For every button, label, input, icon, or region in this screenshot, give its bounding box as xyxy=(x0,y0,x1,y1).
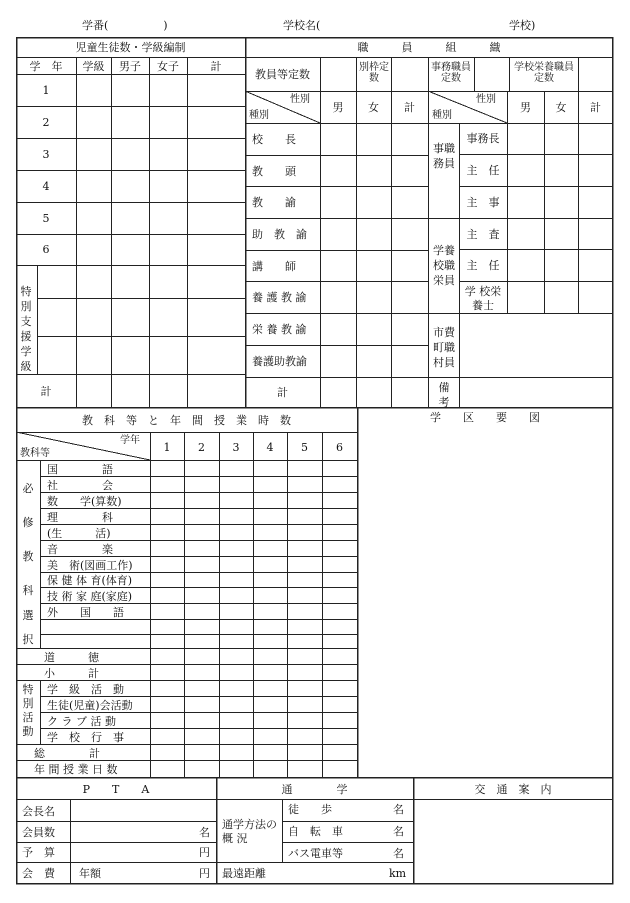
female-col-left: 女 xyxy=(368,101,379,114)
grade-3: 3 xyxy=(42,148,50,161)
staff-title: 職 員 組 織 xyxy=(357,41,501,54)
subject-grade-1: 1 xyxy=(163,441,171,454)
col-grade: 学 年 xyxy=(29,60,63,73)
gender-label-right: 性別 xyxy=(476,94,496,105)
nutrition-role-inspector: 主 査 xyxy=(466,228,500,241)
pta-members-unit: 名 xyxy=(199,826,210,839)
teacher-quota-label: 教員等定数 xyxy=(255,68,310,81)
clerk-role-staff: 主 事 xyxy=(466,196,500,209)
district-map-title: 学 区 要 図 xyxy=(430,411,540,424)
grade-4: 4 xyxy=(42,180,50,193)
staff-total-label: 計 xyxy=(277,386,288,399)
clerk-group-label: 事職務員 xyxy=(433,142,455,170)
subject-tech-home: 技 術 家 庭(家庭) xyxy=(47,590,133,603)
role-assistant-nurse: 養護助教諭 xyxy=(252,355,307,368)
students-title: 児童生徒数・学級編制 xyxy=(75,41,186,54)
subject-pe: 保 健 体 育(体育) xyxy=(47,574,133,587)
commute-method-label: 通学方法の 概 況 xyxy=(222,818,277,845)
traffic-guide-title: 交 通 案 内 xyxy=(474,783,552,796)
pta-budget-label: 予 算 xyxy=(22,846,55,859)
role-nutrition-teacher: 栄 養 教 諭 xyxy=(252,323,307,336)
municipal-staff-label: 市費町職村員 xyxy=(433,326,455,369)
role-principal: 校 長 xyxy=(252,133,296,146)
special-activities-label: 特別活動 xyxy=(22,683,34,738)
commute-bicycle-unit: 名 xyxy=(393,825,404,838)
pta-members-label: 会員数 xyxy=(22,826,55,839)
subject-life: (生 活) xyxy=(47,527,111,540)
nutrition-group-label: 学養校職栄員 xyxy=(433,244,455,287)
school-name-label: 学校名( xyxy=(283,19,321,32)
commute-bus-unit: 名 xyxy=(393,847,404,860)
elective-label: 選択 xyxy=(22,609,34,646)
subject-music: 音 楽 xyxy=(47,543,113,556)
moral-label: 道 徳 xyxy=(44,651,99,664)
commute-bus-train: バス電車等 xyxy=(288,847,343,860)
grade-2: 2 xyxy=(42,116,50,129)
subject-grade-5: 5 xyxy=(301,441,308,454)
school-name-suffix: 学校) xyxy=(509,19,536,32)
subject-foreign-lang: 外 国 語 xyxy=(47,606,124,619)
pta-fee-annual: 年額 xyxy=(79,867,101,880)
commute-walk: 徒 歩 xyxy=(288,803,332,816)
max-distance-label: 最遠距離 xyxy=(222,867,266,880)
col-girls: 女子 xyxy=(157,60,179,73)
nutrition-role-supervisor: 主 任 xyxy=(466,259,500,272)
act-class: 学 級 活 動 xyxy=(47,683,124,696)
subject-science: 理 科 xyxy=(47,511,113,524)
role-vice-principal: 教 頭 xyxy=(252,165,296,178)
subject-math: 数 学(算数) xyxy=(47,495,122,508)
commute-walk-unit: 名 xyxy=(393,803,404,816)
pta-president-label: 会長名 xyxy=(22,805,55,818)
commute-bicycle: 自 転 車 xyxy=(288,825,343,838)
male-col-left: 男 xyxy=(332,101,344,114)
subject-japanese: 国 語 xyxy=(47,463,113,476)
gender-label-left: 性別 xyxy=(290,94,310,105)
subjects-title: 教 科 等 と 年 間 授 業 時 数 xyxy=(82,414,291,427)
subject-header-label: 教科等 xyxy=(20,448,50,459)
role-lecturer: 講 師 xyxy=(252,260,296,273)
grade-6: 6 xyxy=(42,243,50,256)
female-col-right: 女 xyxy=(555,101,567,114)
pta-fee-unit: 円 xyxy=(199,867,210,880)
grade-5: 5 xyxy=(42,212,50,225)
nutrition-quota-label: 学校栄養職員定数 xyxy=(514,62,574,84)
role-nurse-teacher: 養 護 教 諭 xyxy=(252,291,307,304)
subject-grade-2: 2 xyxy=(198,441,205,454)
col-classes: 学級 xyxy=(82,60,105,73)
subject-social: 社 会 xyxy=(47,479,113,492)
act-school-events: 学 校 行 事 xyxy=(47,731,124,744)
type-label-left: 種別 xyxy=(249,110,269,121)
grade-header-label: 学年 xyxy=(120,435,140,446)
role-assistant-teacher: 助 教 諭 xyxy=(252,228,307,241)
school-number-label: 学番( ) xyxy=(82,19,168,32)
subject-grade-4: 4 xyxy=(266,441,274,454)
pta-title: P T A xyxy=(82,783,150,796)
compulsory-label: 必修教科 xyxy=(22,482,34,597)
nutrition-role-dietitian: 学 校栄養士 xyxy=(464,285,502,312)
subject-grade-6: 6 xyxy=(336,441,343,454)
clerk-role-chief: 事務長 xyxy=(466,132,500,145)
clerk-quota-label: 事務職員定数 xyxy=(431,62,471,84)
role-teacher: 教 諭 xyxy=(252,196,296,209)
special-quota-label: 別枠定数 xyxy=(359,62,389,84)
pta-budget-unit: 円 xyxy=(199,846,210,859)
annual-days-label: 年 間 授 業 日 数 xyxy=(34,763,118,776)
students-total-label: 計 xyxy=(40,385,52,398)
max-distance-unit: km xyxy=(389,867,407,880)
grade-1: 1 xyxy=(42,84,50,97)
col-total: 計 xyxy=(210,60,222,73)
subtotal-label: 小 計 xyxy=(44,667,99,680)
male-col-right: 男 xyxy=(520,101,531,114)
special-support-label: 特別支援学級 xyxy=(20,285,32,373)
clerk-role-supervisor: 主 任 xyxy=(466,164,500,177)
subject-grade-3: 3 xyxy=(232,441,240,454)
pta-fee-label: 会 費 xyxy=(22,867,55,880)
col-boys: 男子 xyxy=(119,60,141,73)
grand-total-label: 総 計 xyxy=(34,747,100,760)
act-club: ク ラ ブ 活 動 xyxy=(47,715,116,728)
total-col-right: 計 xyxy=(590,101,601,114)
type-label-right: 種別 xyxy=(432,110,452,121)
commute-title: 通 学 xyxy=(281,783,348,796)
act-student-council: 生徒(児童)会活動 xyxy=(47,699,133,712)
remarks-label: 備考 xyxy=(438,381,450,409)
subject-art: 美 術(図画工作) xyxy=(47,559,133,572)
total-col-left: 計 xyxy=(404,101,415,114)
